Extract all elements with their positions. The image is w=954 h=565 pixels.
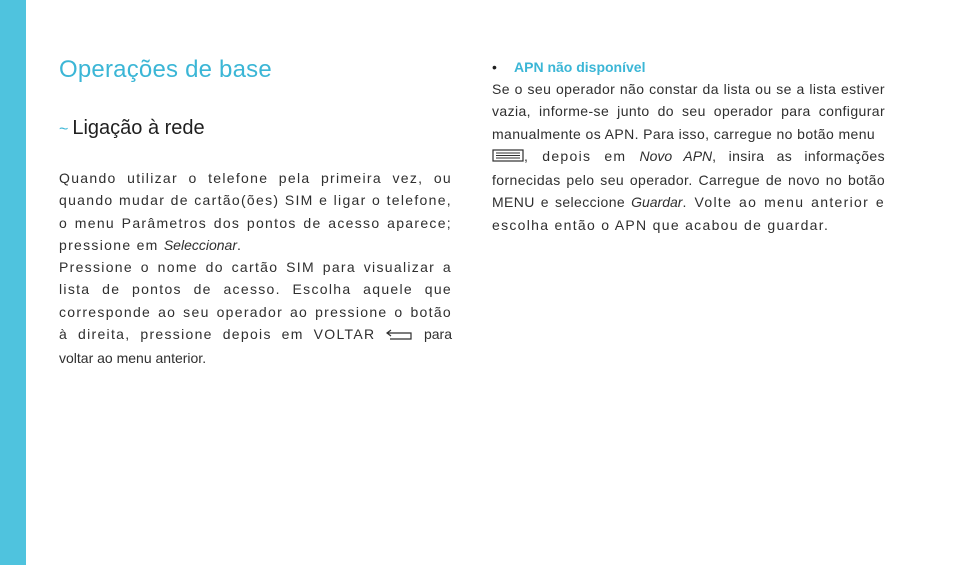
paragraph-apn-config-text-4: . Volte ao menu anterior e escolha então o APN que acabou de guardar. bbox=[492, 194, 886, 233]
novo-apn-term: Novo APN bbox=[639, 147, 713, 164]
section-heading-text: Ligação à rede bbox=[72, 117, 205, 139]
back-arrow-icon bbox=[385, 325, 415, 347]
bullet-apn-unavailable bbox=[492, 56, 885, 78]
paragraph-apn-config-text-3: , insira as informações fornecidas pelo seu operador. Carregue de novo no botão MENU e seleccione bbox=[492, 147, 885, 211]
paragraph-sim-list bbox=[59, 256, 452, 369]
seleccionar-term: Seleccionar bbox=[163, 236, 237, 253]
bullet-title: APN não disponível bbox=[514, 59, 646, 75]
paragraph-apn-config-text: Se o seu operador não constar da lista ou se a lista estiver vazia, informe-se junto do seu operador para configurar manualmente os APN. Para isso, carregue no botão menu bbox=[492, 81, 885, 142]
paragraph-first-use-text: Quando utilizar o telefone pela primeira vez, ou quando mudar de cartão(ões) SIM e ligar o telefone, o menu Parâmetros dos pontos de acesso aparece; pressione em bbox=[59, 170, 452, 253]
paragraph-apn-config-text-2: , depois em bbox=[524, 147, 640, 164]
section-tilde: ~ bbox=[59, 121, 69, 138]
right-column-body bbox=[492, 56, 885, 236]
section-heading bbox=[59, 117, 205, 140]
paragraph-sim-list-text: Pressione o nome do cartão SIM para visualizar a lista de pontos de acesso. Escolha aquele que corresponde ao seu operador ao pressione o botão à direita, pressione depois em VOLTAR bbox=[59, 259, 452, 343]
paragraph-first-use-end: . bbox=[237, 236, 241, 253]
page-title: Operações de base bbox=[59, 56, 272, 83]
paragraph-apn-config bbox=[492, 78, 885, 236]
bullet-dot: • bbox=[492, 59, 497, 75]
paragraph-first-use bbox=[59, 167, 452, 256]
left-column-body bbox=[59, 167, 452, 370]
paragraph-sim-list-end: para voltar ao menu anterior. bbox=[59, 326, 452, 367]
side-accent-strip bbox=[0, 0, 26, 565]
guardar-term: Guardar bbox=[631, 194, 683, 211]
menu-icon bbox=[492, 147, 524, 169]
